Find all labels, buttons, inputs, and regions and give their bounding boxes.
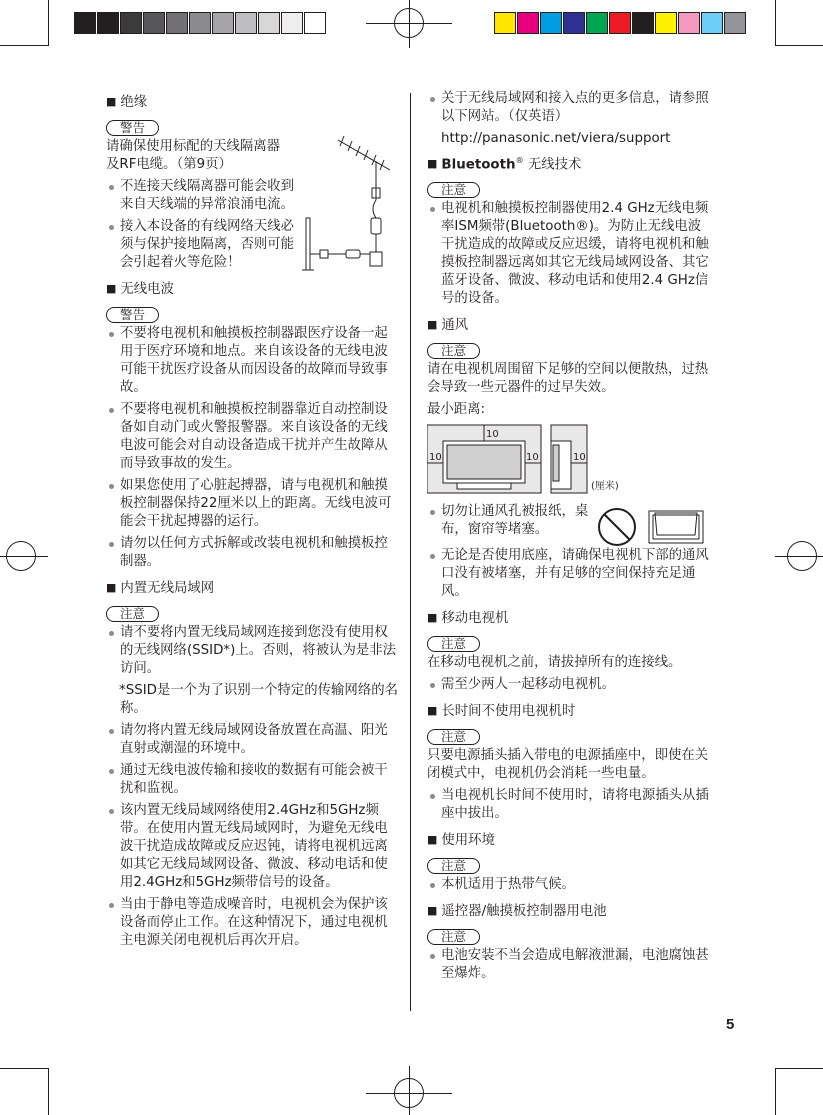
bullet-item: 本机适用于热带气候。 xyxy=(427,876,713,894)
color-swatch xyxy=(517,12,539,34)
grayscale-bar xyxy=(74,12,327,34)
color-swatch xyxy=(235,12,257,34)
bullet-item: 请勿以任何方式拆解或改装电视机和触摸板控制器。 xyxy=(106,535,398,571)
bullet-item: 不要将电视机和触摸板控制器靠近自动控制设备如自动门或火警报警器。来自该设备的无线电波可能会对自动设备造成干扰并产生故障从而导致事故的发生。 xyxy=(106,401,398,473)
bullet-item: 切勿让通风孔被报纸，桌布，窗帘等堵塞。 xyxy=(427,503,591,539)
registration-mark xyxy=(409,0,410,48)
column-divider xyxy=(410,93,411,1011)
paragraph: 在移动电视机之前，请拔掉所有的连接线。 xyxy=(427,655,682,671)
no-blocking-icon xyxy=(595,505,705,549)
bullet-item: 当电视机长时间不使用时，请将电源插头从插座中拔出。 xyxy=(427,787,713,823)
bullet-item: 电视机和触摸板控制器使用2.4 GHz无线电频率ISM频带(Bluetooth®)。为防止无线电波干扰造成的故障或反应迟缓，请将电视机和触摸板控制器远离如其它无线局域网设备、其它蓝牙设备、微波、移动电话和使用2.4 GHz信号的设备。 xyxy=(427,200,713,308)
bullet-item: 无论是否使用底座，请确保电视机下部的通风口没有被堵塞，并有足够的空间保持充足通风。 xyxy=(427,547,713,601)
color-swatch xyxy=(724,12,746,34)
paragraph: 请确保使用标配的天线隔离器及RF电缆。（第9页） xyxy=(106,139,281,172)
crop-mark xyxy=(775,0,776,46)
color-swatch xyxy=(281,12,303,34)
paragraph: 请在电视机周围留下足够的空间以便散热，过热会导致一些元器件的过早失效。 xyxy=(427,362,709,396)
color-swatch xyxy=(212,12,234,34)
caution-tag: 注意 xyxy=(106,606,159,622)
crop-mark xyxy=(775,1068,776,1115)
caution-tag: 注意 xyxy=(427,343,480,359)
caution-tag: 注意 xyxy=(427,729,480,745)
crop-mark xyxy=(48,0,49,46)
section-heading-environment: ■ 使用环境 xyxy=(427,833,495,849)
section-heading-moving-tv: ■ 移动电视机 xyxy=(427,611,509,627)
color-bar xyxy=(494,12,747,34)
bullet-item: 不要将电视机和触摸板控制器跟医疗设备一起用于医疗环境和地点。来自该设备的无线电波可能干扰医疗设备从而因设备的故障而导致事故。 xyxy=(106,325,398,397)
support-url[interactable]: http://panasonic.net/viera/support xyxy=(441,131,671,146)
ventilation-distance-diagram xyxy=(427,423,647,497)
color-swatch xyxy=(540,12,562,34)
color-swatch xyxy=(609,12,631,34)
color-swatch xyxy=(701,12,723,34)
warning-tag: 警告 xyxy=(106,307,159,323)
footnote: *SSID是一个为了识别一个特定的传输网络的名称。 xyxy=(119,683,398,716)
registration-mark xyxy=(775,556,823,557)
section-heading-radio-waves: ■ 无线电波 xyxy=(106,282,174,297)
color-swatch xyxy=(494,12,516,34)
crop-mark xyxy=(0,45,48,46)
color-swatch xyxy=(258,12,280,34)
color-swatch xyxy=(586,12,608,34)
bullet-item: 不连接天线隔离器可能会收到来自天线端的异常浪涌电流。 xyxy=(106,178,298,214)
right-distance-label: 10 xyxy=(526,452,539,464)
color-swatch xyxy=(97,12,119,34)
bullet-item: 电池安装不当会造成电解液泄漏，电池腐蚀甚至爆炸。 xyxy=(427,947,713,983)
crop-mark xyxy=(775,45,823,46)
registration-mark xyxy=(0,556,48,557)
section-heading-long-unused: ■ 长时间不使用电视机时 xyxy=(427,704,576,720)
caution-tag: 注意 xyxy=(427,636,480,652)
color-swatch xyxy=(632,12,654,34)
section-heading-insulation: ■ 绝缘 xyxy=(106,95,148,110)
caution-tag: 注意 xyxy=(427,858,480,874)
color-swatch xyxy=(74,12,96,34)
paragraph: 只要电源插头插入带电的电源插座中，即使在关闭模式中，电视机仍会消耗一些电量。 xyxy=(427,748,709,782)
section-heading-batteries: ■ 遥控器/触摸板控制器用电池 xyxy=(427,904,607,920)
left-distance-label: 10 xyxy=(429,452,442,464)
registration-mark xyxy=(409,1066,410,1115)
top-distance-label: 10 xyxy=(486,429,499,441)
color-swatch xyxy=(655,12,677,34)
caution-tag: 注意 xyxy=(427,182,480,198)
unit-label: (厘米) xyxy=(591,481,619,493)
minimum-distance-label: 最小距离: xyxy=(427,402,486,418)
page-number: 5 xyxy=(726,1016,735,1033)
color-swatch xyxy=(304,12,326,34)
bullet-item: 当由于静电等造成噪音时，电视机会为保护该设备而停止工作。在这种情况下，通过电视机主电源关闭电视机后再次开启。 xyxy=(106,896,398,950)
bullet-item: 关于无线局域网和接入点的更多信息，请参照以下网站。（仅英语） xyxy=(427,90,713,126)
bullet-item: 请勿将内置无线局域网设备放置在高温、阳光直射或潮湿的环境中。 xyxy=(106,722,398,758)
bullet-item: 请不要将内置无线局域网连接到您没有使用权的无线网络(SSID*)上。否则，将被认为是非法访问。 xyxy=(106,624,398,678)
antenna-isolator-illustration xyxy=(298,134,402,280)
section-heading-ventilation: ■ 通风 xyxy=(427,318,469,334)
color-swatch xyxy=(563,12,585,34)
bullet-item: 需至少两人一起移动电视机。 xyxy=(427,676,713,694)
color-swatch xyxy=(143,12,165,34)
rear-distance-label: 10 xyxy=(573,452,586,464)
crop-mark xyxy=(48,1068,49,1115)
bullet-item: 接入本设备的有线网络天线必须与保护接地隔离，否则可能会引起着火等危险！ xyxy=(106,218,298,272)
warning-tag: 警告 xyxy=(106,120,159,136)
section-heading-bluetooth: ■ Bluetooth® 无线技术 xyxy=(427,156,582,173)
caution-tag: 注意 xyxy=(427,929,480,945)
bullet-item: 该内置无线局域网络使用2.4GHz和5GHz频带。在使用内置无线局域网时，为避免无线电波干扰造成故障或反应迟钝，请将电视机远离如其它无线局域网设备、微波、移动电话和使用2.4GHz和5GHz频带信号的设备。 xyxy=(106,802,398,892)
crop-mark xyxy=(775,1068,823,1069)
bullet-item: 通过无线电波传输和接收的数据有可能会被干扰和监视。 xyxy=(106,762,398,798)
bullet-item: 如果您使用了心脏起搏器，请与电视机和触摸板控制器保持22厘米以上的距离。无线电波可能会干扰起搏器的运行。 xyxy=(106,477,398,531)
crop-mark xyxy=(0,1068,48,1069)
color-swatch xyxy=(189,12,211,34)
section-heading-wireless-lan: ■ 内置无线局域网 xyxy=(106,581,215,596)
color-swatch xyxy=(120,12,142,34)
color-swatch xyxy=(166,12,188,34)
color-swatch xyxy=(678,12,700,34)
right-column xyxy=(427,90,713,987)
